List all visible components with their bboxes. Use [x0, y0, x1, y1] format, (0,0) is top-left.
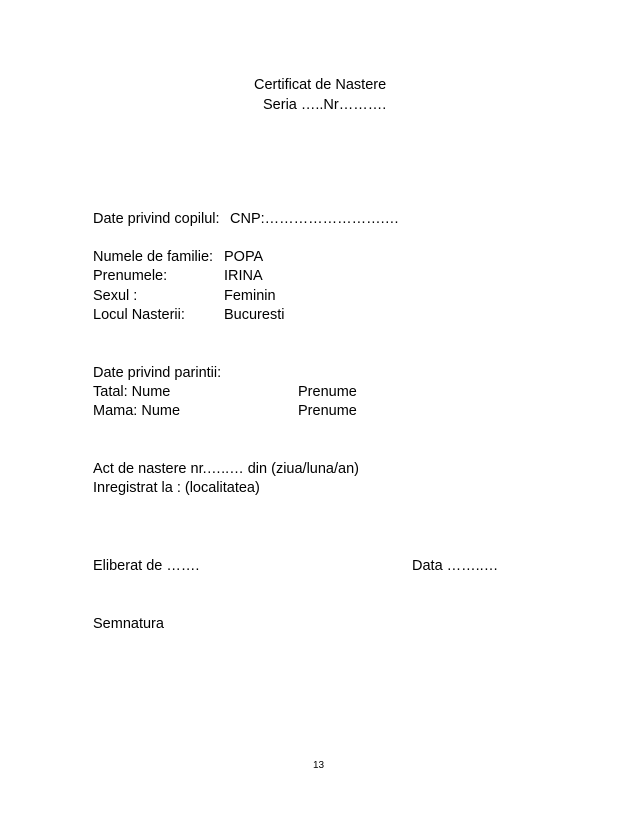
mother-name-label: Mama: Nume — [93, 403, 181, 419]
firstname-value: IRINA — [224, 268, 263, 284]
father-firstname-label: Prenume — [298, 384, 357, 400]
father-name-label: Tatal: Nume — [93, 384, 171, 400]
child-cnp: CNP:…………………….… — [230, 211, 400, 227]
issued-by: Eliberat de ……. — [93, 558, 200, 574]
birthplace-label: Locul Nasterii: — [93, 307, 185, 323]
firstname-label: Prenumele: — [93, 268, 168, 284]
surname-value: POPA — [224, 249, 264, 265]
mother-firstname-label: Prenume — [298, 403, 357, 419]
sex-label: Sexul : — [93, 288, 138, 304]
child-section-label: Date privind copilul: — [93, 211, 220, 227]
registration-line: Inregistrat la : (localitatea) — [93, 480, 260, 496]
signature-label: Semnatura — [93, 616, 164, 632]
birth-act-line: Act de nastere nr.…..… din (ziua/luna/an) — [93, 461, 359, 477]
birthplace-value: Bucuresti — [224, 307, 285, 323]
document-title: Certificat de Nastere — [254, 77, 387, 93]
page-number: 13 — [313, 760, 325, 771]
parents-section-label: Date privind parintii: — [93, 365, 222, 381]
issue-date: Data ……..… — [412, 558, 499, 574]
series-number: Seria …..Nr………. — [263, 97, 387, 113]
sex-value: Feminin — [224, 288, 276, 304]
surname-label: Numele de familie: — [93, 249, 214, 265]
